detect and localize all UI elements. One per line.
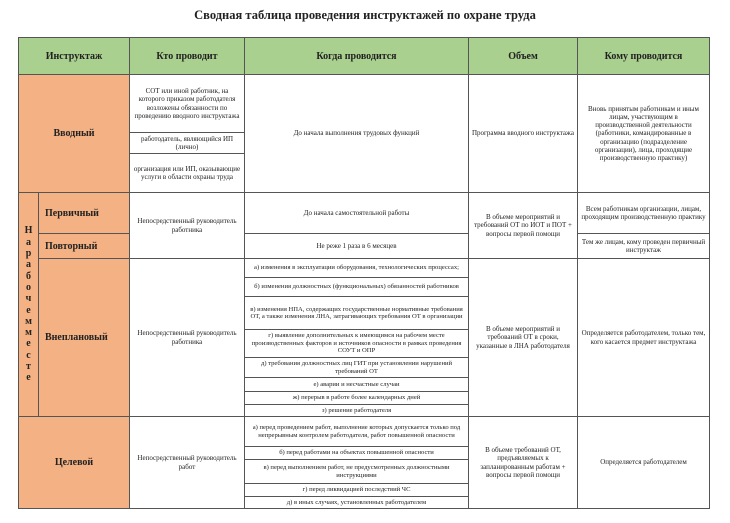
celevoy-when-b: б) перед работами на объектах повышенной опасности [244,446,469,460]
celevoy-when-v: в) перед выполнением работ, не предусмотренных должностными инструкциями [244,459,469,484]
workplace-vertical-letter: р [25,248,32,260]
celevoy-who: Непосредственный руководитель работ [129,416,245,509]
workplace-vertical-letter: ч [25,293,32,305]
vneplanovy-when-d: д) требования должностных лиц ГИТ при установлении нарушений требований ОТ [244,357,469,378]
celevoy-when-d: д) в иных случаях, установленных работодателем [244,496,469,509]
workplace-vertical-letter: а [26,236,31,248]
vvodny-who-employer: работодатель, являющийся ИП (лично) [129,132,245,154]
vneplanovy-volume: В объеме мероприятий и требований ОТ в сроки, указанные в ЛНА работодателя [468,258,578,417]
workplace-vertical-letter: а [26,259,31,271]
workplace-vertical-letter: с [26,349,31,361]
celevoy-when-a: а) перед проведением работ, выполнение которых допускается только под непрерывным контролем работодателя, работ повышенной опасности [244,416,469,447]
workplace-vertical-letter: е [26,304,31,316]
vneplanovy-who: Непосредственный руководитель работника [129,258,245,417]
type-vvodny: Вводный [18,74,130,193]
vneplanovy-whom: Определяется работодателем, только тем, кого касается предмет инструктажа [577,258,710,417]
type-pervichny: Первичный [38,192,130,234]
celevoy-when-g: г) перед ликвидацией последствий ЧС [244,483,469,497]
header-volume: Объем [468,37,578,75]
workplace-vertical-letter: м [25,327,32,339]
pervichny-when: До начала самостоятельной работы [244,192,469,234]
header-whom: Кому проводится [577,37,710,75]
povtorny-whom: Тем же лицам, кому проведен первичный инструктаж [577,233,710,259]
vneplanovy-when-z: з) решение работодателя [244,404,469,417]
vvodny-who-organization: организация или ИП, оказывающие услуги в области охраны труда [129,153,245,193]
header-when: Когда проводится [244,37,469,75]
page-title: Сводная таблица проведения инструктажей по охране труда [194,8,536,22]
workplace-vertical-letter: т [26,360,31,372]
workplace-vertical-letter: м [25,315,32,327]
vneplanovy-when-e: е) аварии и несчастные случаи [244,377,469,392]
type-povtorny: Повторный [38,233,130,259]
workplace-vertical-letter: б [26,270,31,282]
pervichny-who: Непосредственный руководитель работника [129,192,245,259]
workplace-vertical-letter: е [26,372,31,384]
workplace-vertical-label [18,192,39,417]
pervichny-volume: В объеме мероприятий и требований ОТ по ИОТ и ПОТ + вопросы первой помощи [468,192,578,259]
vvodny-when: До начала выполнения трудовых функций [244,74,469,193]
vneplanovy-when-b: б) изменения должностных (функциональных) обязанностей работников [244,277,469,297]
vvodny-who-sot: СОТ или иной работник, на которого приказом работодателя возложены обязанности по проведению вводного инструктажа [129,74,245,133]
header-type: Инструктаж [18,37,130,75]
vvodny-volume: Программа вводного инструктажа [468,74,578,193]
vneplanovy-when-a: а) изменения в эксплуатации оборудования, технологических процессах; [244,258,469,278]
header-who: Кто проводит [129,37,245,75]
celevoy-volume: В объеме требований ОТ, предъявляемых к запланированным работам + вопросы первой помощи [468,416,578,509]
vneplanovy-when-zh: ж) перерыв в работе более календарных дней [244,391,469,405]
type-celevoy: Целевой [18,416,130,509]
vneplanovy-when-g: г) выявление дополнительных к имеющимся на рабочем месте производственных факторов и источников опасности в рамках проведения СОУТ и ОПР [244,329,469,358]
workplace-vertical-letter: Н [24,225,33,237]
vneplanovy-when-v: в) изменения НПА, содержащих государственные нормативные требования ОТ, а также изменения ЛНА, затрагивающих требования ОТ в организации [244,296,469,330]
povtorny-when: Не реже 1 раза в 6 месяцев [244,233,469,259]
type-vneplanovy: Внеплановый [38,258,130,417]
celevoy-whom: Определяется работодателем [577,416,710,509]
pervichny-whom: Всем работникам организации, лицам, проходящим производственную практику [577,192,710,234]
workplace-vertical-letter: е [26,338,31,350]
vvodny-whom: Вновь принятым работникам и иным лицам, участвующим в производственной деятельности (работники, командированные в организацию (подразделение организации), лица, проходящие производственную практику) [577,74,710,193]
workplace-vertical-letter: о [26,281,31,293]
